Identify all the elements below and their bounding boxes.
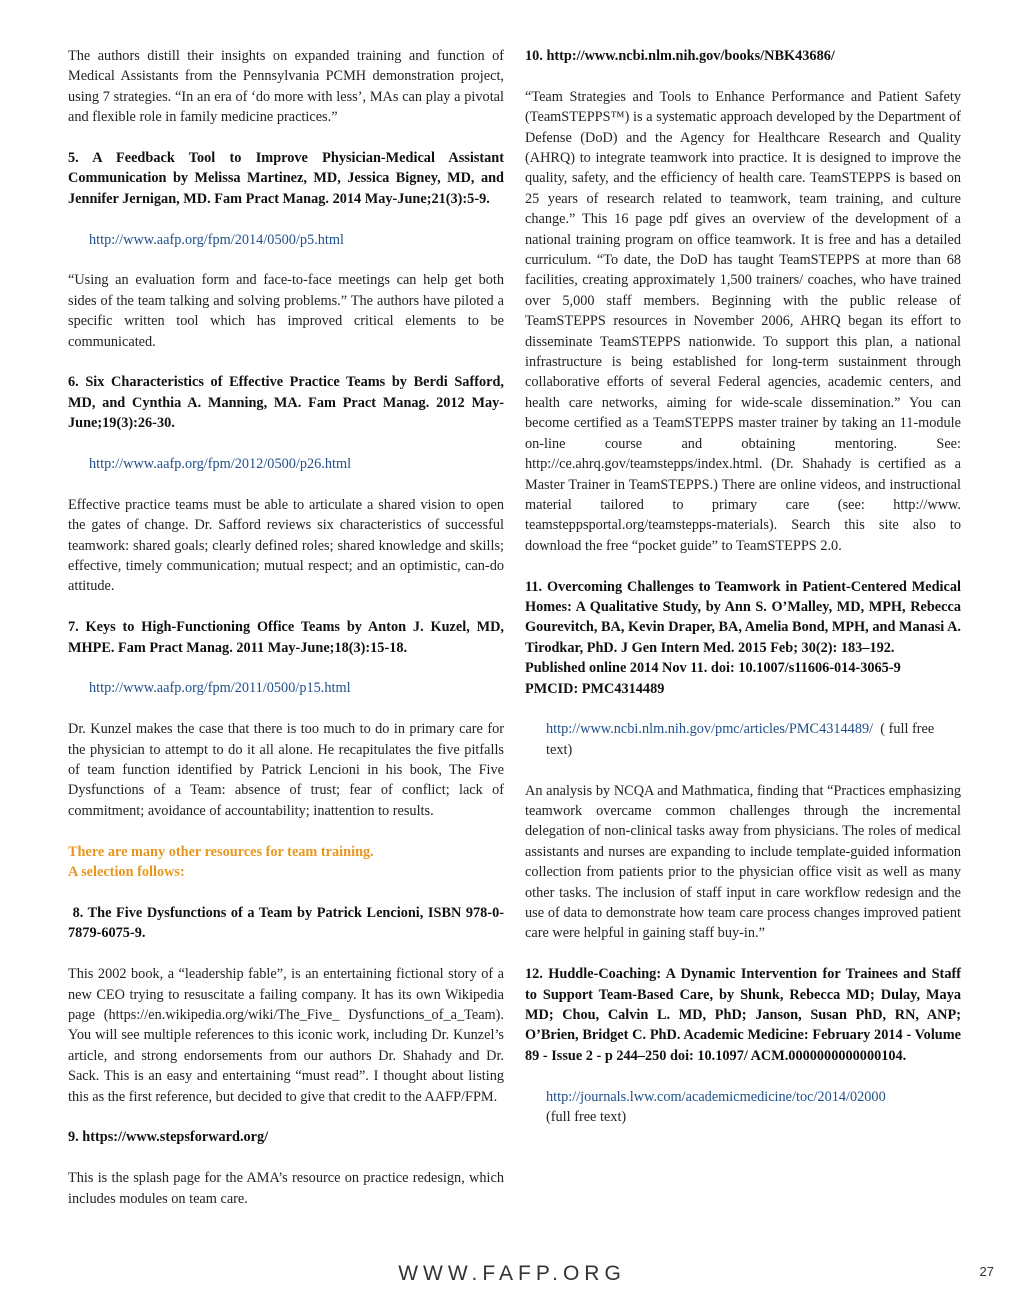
ref-5-link[interactable]: http://www.aafp.org/fpm/2014/0500/p5.html [89,231,344,248]
callout-line-2: A selection follows: [68,864,185,881]
ref-10-description: “Team Strategies and Tools to Enhance Performance and Patient Safety (TeamSTEPPS™) is a systematic approach developed by the Department of Defense (DoD) and the Agency for Healthcare Research and Quality (AHRQ) to integrate teamwork into practice. It is designed to improve the quality, safety, and the efficiency of health care. TeamSTEPPS is based on 25 years of research related to teamwork, team training, and culture change.” This 16 page pdf gives an overview of the development of a national training program on office teamwork. It is free and has a detailed curriculum. “To date, the DoD has taught TeamSTEPPS at more than 68 facilities, creating approximately 1,500 trainers/ coaches, who have trained over 5,000 staff members. Beginning with the public release of TeamSTEPPS resources in November 2006, AHRQ began its effort to disseminate TeamSTEPPS nationwide. To support this plan, a national infrastructure is being established for long-term sustainment through collaborative efforts of several Federal agencies, academic centers, and health care networks, aiming for wide-scale dissemination.” You can become certified as a TeamSTEPPS master trainer by taking an 11-module on-line course and obtaining mentoring. See: http://ce.ahrq.gov/teamstepps/index.html. (Dr. Shahady is certified as a Master Trainer in TeamSTEPPS.) There are online videos, and instructional material tailored to primary care (see: http://www. teamsteppsportal.org/teamstepps-materials). Search this site also to download the free “pocket guide” to TeamSTEPPS 2.0. [525,88,961,554]
ref-5-title: 5. A Feedback Tool to Improve Physician-Medical Assistant Communication by Melissa Martinez, MD, Jessica Bigney, MD, and Jennifer Jernigan, MD. Fam Pract Manag. 2014 May-June;21(3):5-9. [68,150,504,207]
right-column [525,46,961,1127]
ref-12-link[interactable]: http://journals.lww.com/academicmedicine/toc/2014/02000 [546,1088,886,1105]
ref-11-description: An analysis by NCQA and Mathmatica, finding that “Practices emphasizing teamwork overcame common challenges through the incremental delegation of non-clinical tasks away from physicians. The roles of medical assistants and nurses are expanding to include template-guided information collection from patients prior to the physician office visit as well as many other tasks. The inclusion of staff input in care workflow redesign and the use of data to demonstrate how team care process changes improved patient care were helpful in gaining staff buy-in.” [525,782,961,942]
footer-website: WWW.FAFP.ORG [398,1262,626,1285]
ref-7-description: Dr. Kunzel makes the case that there is too much to do in primary care for the physician to attempt to do it all alone. He recapitulates the five pitfalls of team function identified by Patrick Lencioni in his book, The Five Dysfunctions of a Team: absence of trust; fear of conflict; lack of commitment; avoidance of accountability; inattention to results. [68,721,504,819]
left-column [68,46,504,1209]
ref-8-description: This 2002 book, a “leadership fable”, is an entertaining fictional story of a new CEO trying to resuscitate a failing company. It has its own Wikipedia page (https://en.wikipedia.org/wiki/The_Five_ Dysfunctions_of_a_Team). You will see multiple references to this iconic work, including Dr. Kunzel’s article, and strong endorsements from our authors Dr. Shahady and Dr. Sack. This is an easy and entertaining “must read”. I thought about listing this as the first reference, but decided to give that credit to the AAFP/FPM. [68,966,504,1105]
ref-11-link[interactable]: http://www.ncbi.nlm.nih.gov/pmc/articles/PMC4314489/ [546,721,874,738]
ref-11-link-line [525,719,961,760]
ref-7-title: 7. Keys to High-Functioning Office Teams by Anton J. Kuzel, MD, MHPE. Fam Pract Manag. 2011 May-June;18(3):15-18. [68,619,504,656]
page-number: 27 [979,1264,994,1279]
ref-9-title[interactable]: 9. https://www.stepsforward.org/ [68,1129,269,1146]
intro-paragraph: The authors distill their insights on expanded training and function of Medical Assistants from the Pennsylvania PCMH demonstration project, using 7 strategies. “In an era of ‘do more with less’, MAs can play a pivotal and flexible role in family medicine practices.” [68,48,504,126]
ref-6-title: 6. Six Characteristics of Effective Practice Teams by Berdi Safford, MD, and Cynthia A. Manning, MA. Fam Pract Manag. 2012 May-June;19(3):26-30. [68,374,504,432]
ref-12-title: 12. Huddle-Coaching: A Dynamic Intervention for Trainees and Staff to Support Team-Based Care, by Shunk, Rebecca MD; Dulay, Maya MD; Chou, Calvin L. MD, PhD; Janson, Susan PhD, RN, ANP; O’Brien, Bridget C. PhD. Academic Medicine: February 2014 - Volume 89 - Issue 2 - p 244–250 doi: 10.1097/ ACM.0000000000000104. [525,966,961,1064]
ref-8-title: 8. The Five Dysfunctions of a Team by Patrick Lencioni, ISBN 978-0-7879-6075-9. [68,904,505,942]
ref-11-published: Published online 2014 Nov 11. doi: 10.1007/s11606-014-3065-9 [525,660,901,677]
ref-6-description: Effective practice teams must be able to articulate a shared vision to open the gates of change. Dr. Safford reviews six characteristics of successful teamwork: shared goals; clearly defined roles; shared knowledge and skills; effective, timely communication; mutual respect; and an optimistic, can-do attitude. [68,496,504,595]
ref-10-title[interactable]: 10. http://www.ncbi.nlm.nih.gov/books/NBK43686/ [525,48,835,64]
ref-11-title: 11. Overcoming Challenges to Teamwork in Patient-Centered Medical Homes: A Qualitative Study, by Ann S. O’Malley, MD, MPH, Rebecca Gourevitch, BA, Kevin Draper, BA, Amelia Bond, MPH, and Manasi A. Tirodkar, PhD. J Gen Intern Med. 2015 Feb; 30(2): 183–192. [525,578,961,656]
ref-11-pmcid: PMCID: PMC4314489 [525,680,665,697]
ref-12-note: (full free text) [546,1109,627,1126]
ref-6-link[interactable]: http://www.aafp.org/fpm/2012/0500/p26.html [89,456,352,473]
ref-7-link[interactable]: http://www.aafp.org/fpm/2011/0500/p15.html [89,680,351,697]
ref-5-description: “Using an evaluation form and face-to-face meetings can help get both sides of the team talking and solving problems.” The authors have piloted a specific written tool which has improved critical elements to be communicated. [68,272,504,350]
ref-11-link-note: ( full free text) [546,721,938,758]
ref-9-description: This is the splash page for the AMA’s resource on practice redesign, which includes modules on team care. [68,1170,504,1207]
callout-line-1: There are many other resources for team training. [68,843,374,860]
